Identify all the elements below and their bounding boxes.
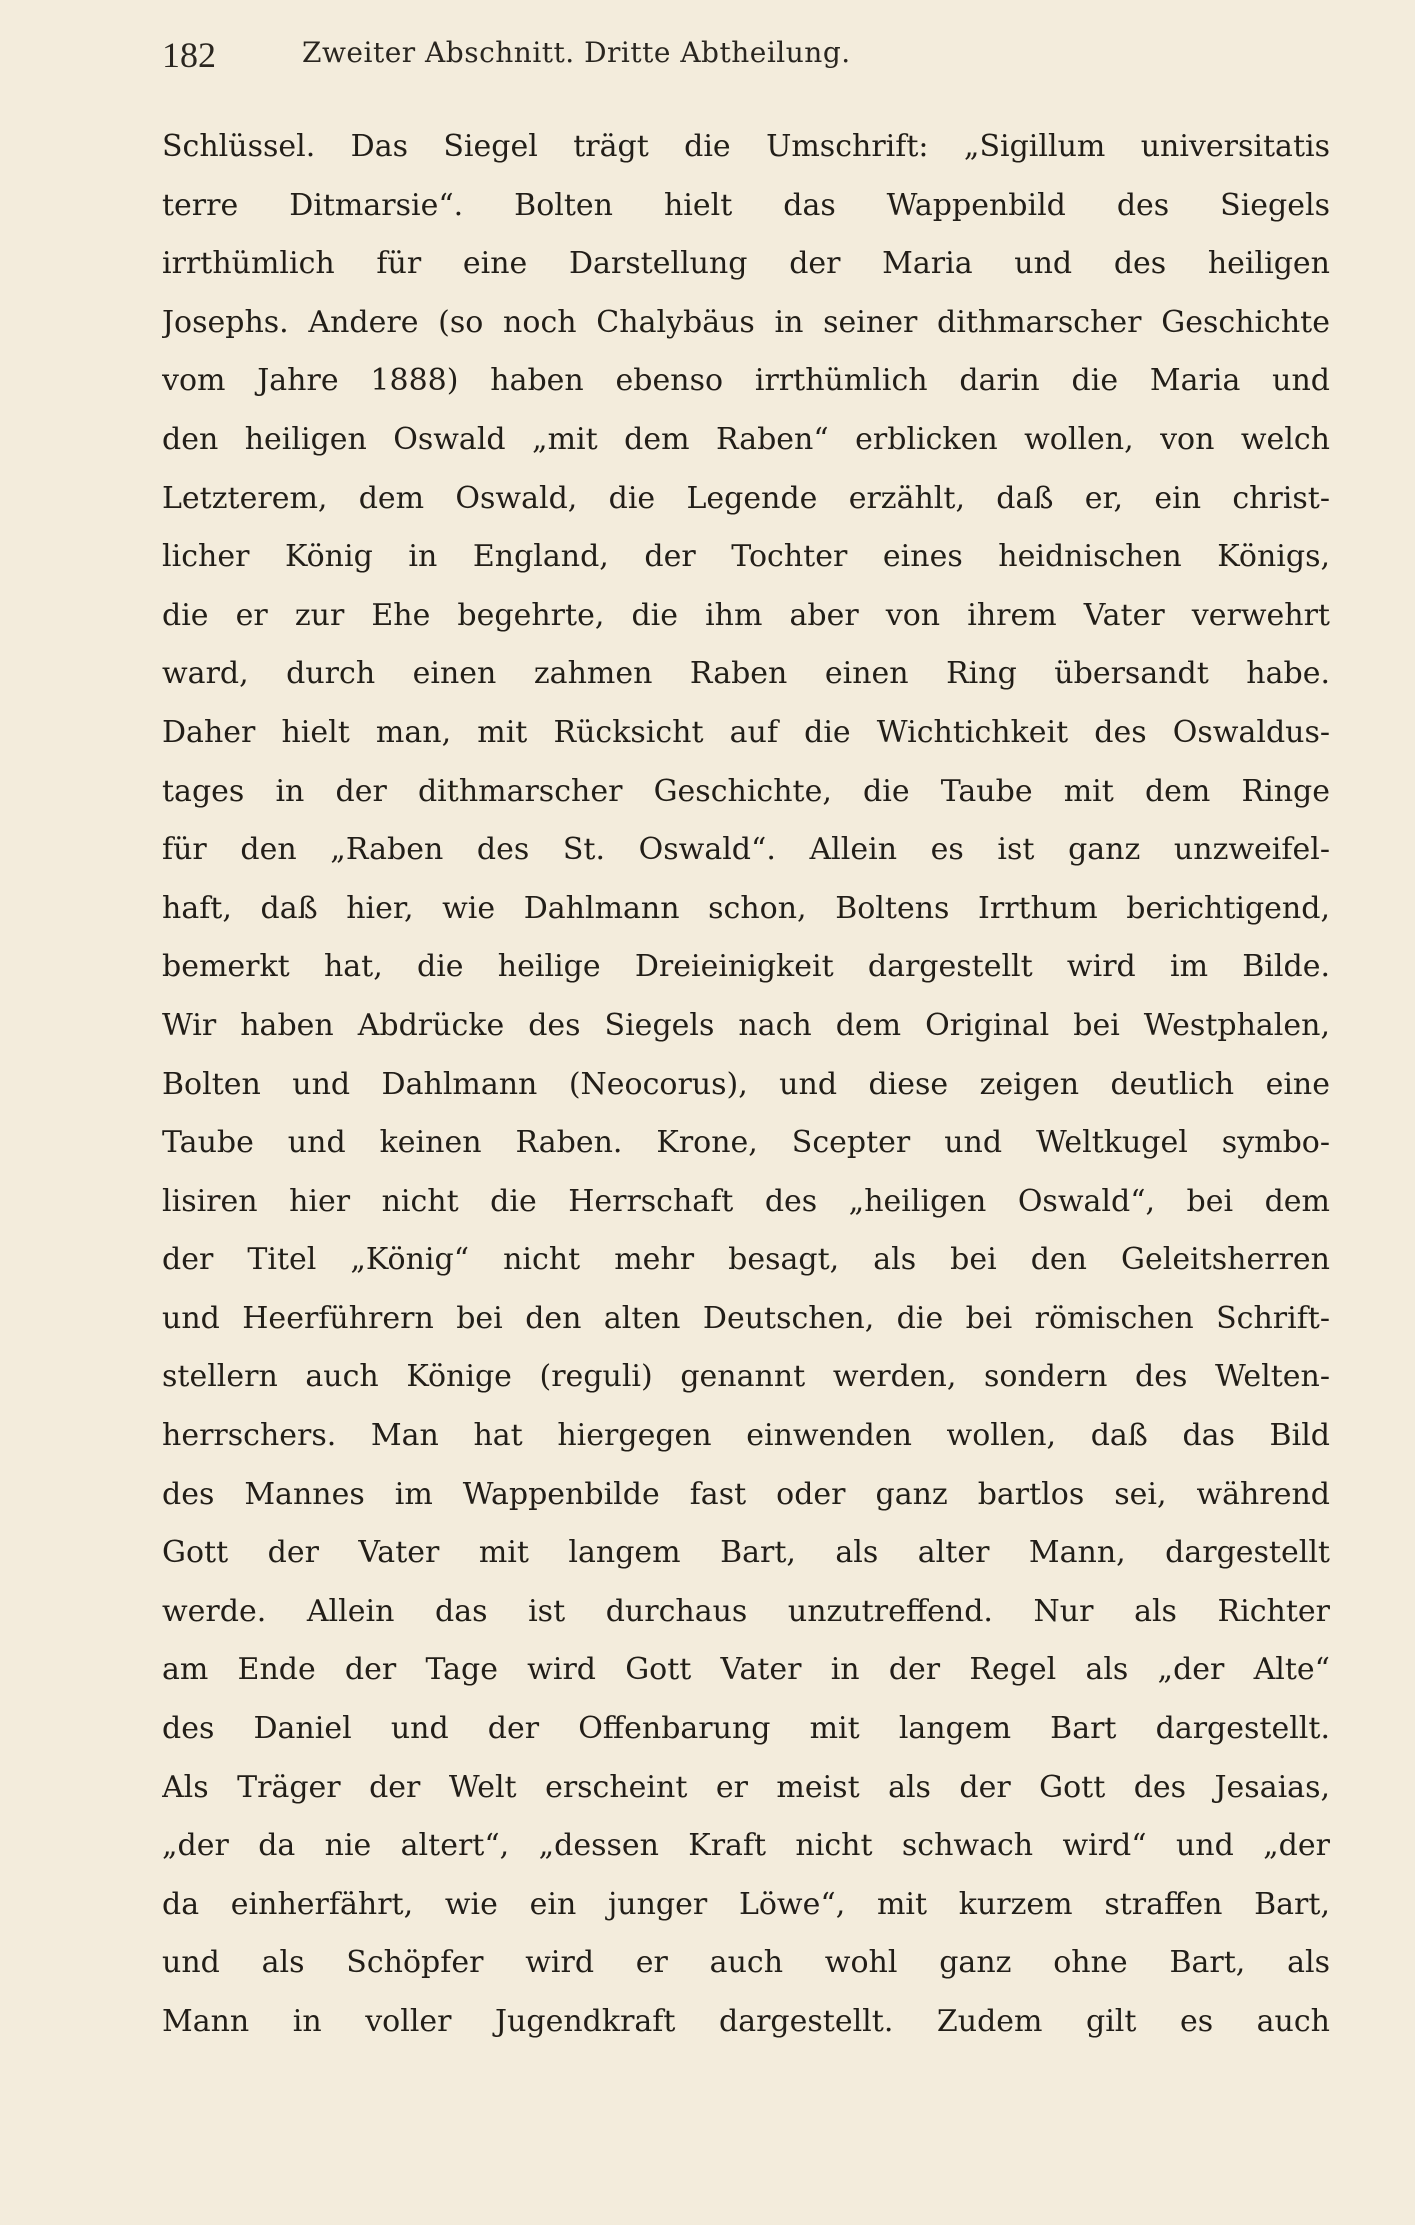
text-line: ward, durch einen zahmen Raben einen Ring übersandt habe. <box>162 656 1330 692</box>
text-line: Josephs. Andere (so noch Chalybäus in seiner dithmarscher Geschichte <box>162 304 1330 340</box>
text-line: Als Träger der Welt erscheint er meist als der Gott des Jesaias, <box>162 1769 1330 1805</box>
text-line: werde. Allein das ist durchaus unzutreffend. Nur als Richter <box>162 1593 1330 1629</box>
text-line: Mann in voller Jugendkraft dargestellt. Zudem gilt es auch <box>162 2004 1330 2039</box>
text-line: für den „Raben des St. Oswald“. Allein es ist ganz unzweifel- <box>162 832 1330 868</box>
text-line: Bolten und Dahlmann (Neocorus), und diese zeigen deutlich eine <box>162 1066 1330 1102</box>
text-line: die er zur Ehe begehrte, die ihm aber von ihrem Vater verwehrt <box>162 597 1330 633</box>
text-line: da einherfährt, wie ein junger Löwe“, mit kurzem straffen Bart, <box>162 1886 1330 1922</box>
text-line: licher König in England, der Tochter eines heidnischen Königs, <box>162 539 1330 575</box>
text-line: Wir haben Abdrücke des Siegels nach dem Original bei Westphalen, <box>162 1007 1330 1043</box>
text-line: am Ende der Tage wird Gott Vater in der Regel als „der Alte“ <box>162 1652 1330 1688</box>
text-line: bemerkt hat, die heilige Dreieinigkeit dargestellt wird im Bilde. <box>162 949 1330 985</box>
running-title: Zweiter Abschnitt. Dritte Abtheilung. <box>302 36 851 69</box>
text-line: den heiligen Oswald „mit dem Raben“ erblicken wollen, von welch <box>162 421 1330 457</box>
text-line: „der da nie altert“, „dessen Kraft nicht schwach wird“ und „der <box>162 1828 1330 1864</box>
text-line: haft, daß hier, wie Dahlmann schon, Boltens Irrthum berichtigend, <box>162 890 1330 926</box>
text-line: Schlüssel. Das Siegel trägt die Umschrift: „Sigillum universitatis <box>162 129 1330 164</box>
text-line: Gott der Vater mit langem Bart, als alter Mann, dargestellt <box>162 1535 1330 1571</box>
text-line: vom Jahre 1888) haben ebenso irrthümlich darin die Maria und <box>162 363 1330 399</box>
text-line: Taube und keinen Raben. Krone, Scepter und Weltkugel symbo- <box>162 1125 1330 1161</box>
body-text <box>162 118 1330 2052</box>
text-line: Daher hielt man, mit Rücksicht auf die Wichtichkeit des Oswaldus- <box>162 714 1330 750</box>
text-line: des Mannes im Wappenbilde fast oder ganz bartlos sei, während <box>162 1476 1330 1512</box>
text-line: und Heerführern bei den alten Deutschen, die bei römischen Schrift- <box>162 1300 1330 1336</box>
page-number: 182 <box>162 35 216 75</box>
text-line: stellern auch Könige (reguli) genannt werden, sondern des Welten- <box>162 1359 1330 1395</box>
text-line: herrschers. Man hat hiergegen einwenden wollen, daß das Bild <box>162 1418 1330 1454</box>
running-head <box>162 28 1282 78</box>
text-line: und als Schöpfer wird er auch wohl ganz ohne Bart, als <box>162 1945 1330 1981</box>
text-line: terre Ditmarsie“. Bolten hielt das Wappenbild des Siegels <box>162 187 1330 223</box>
text-line: tages in der dithmarscher Geschichte, die Taube mit dem Ringe <box>162 773 1330 809</box>
text-line: des Daniel und der Offenbarung mit langem Bart dargestellt. <box>162 1711 1330 1747</box>
text-line: irrthümlich für eine Darstellung der Maria und des heiligen <box>162 246 1330 282</box>
text-line: Letzterem, dem Oswald, die Legende erzählt, daß er, ein christ- <box>162 480 1330 516</box>
text-line: der Titel „König“ nicht mehr besagt, als bei den Geleitsherren <box>162 1242 1330 1278</box>
text-line: lisiren hier nicht die Herrschaft des „heiligen Oswald“, bei dem <box>162 1183 1330 1219</box>
